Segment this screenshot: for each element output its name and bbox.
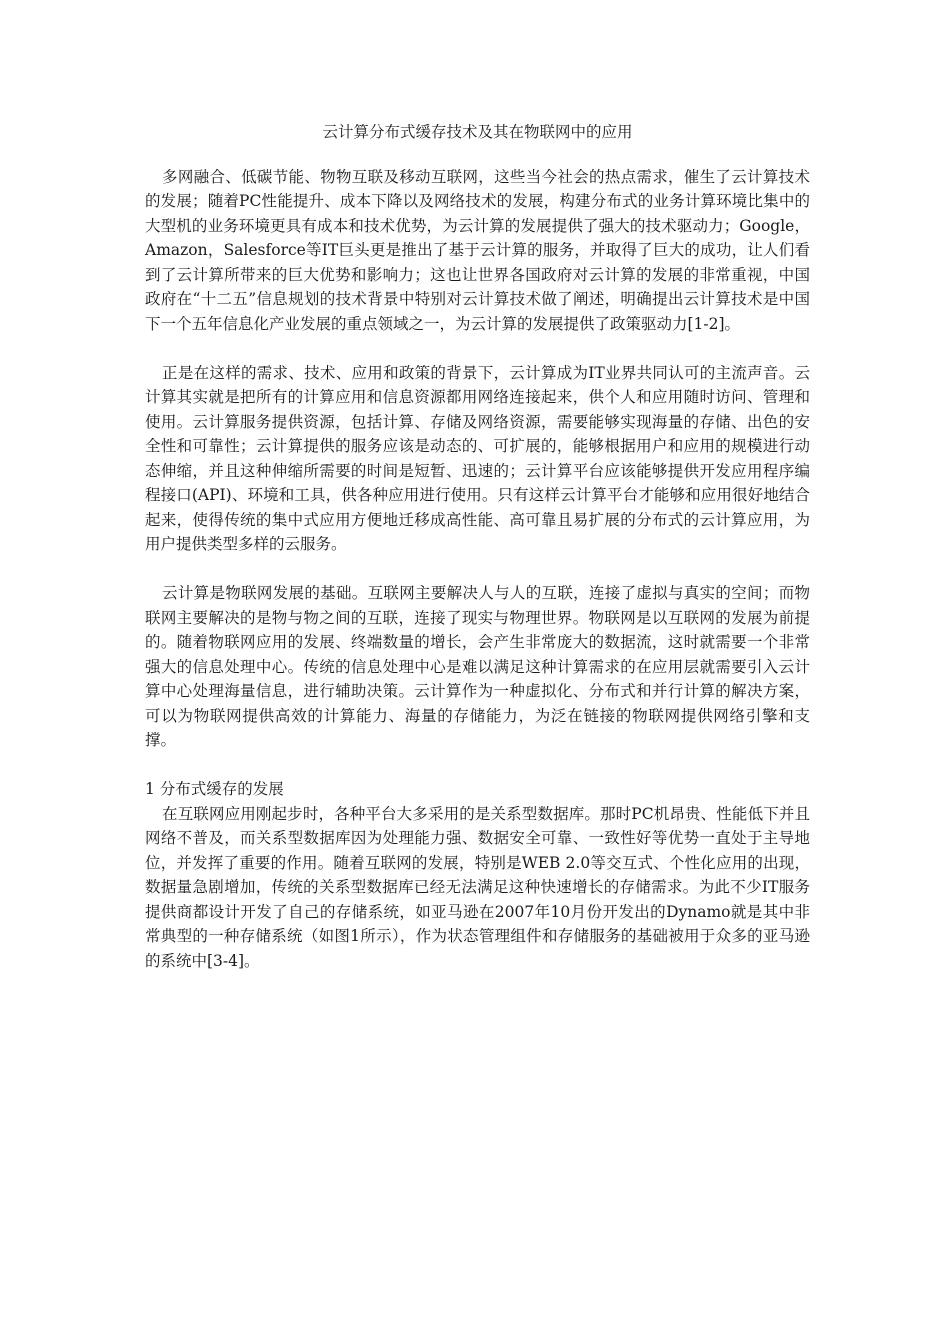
document-body xyxy=(145,120,810,973)
paragraph-iot: 云计算是物联网发展的基础。互联网主要解决人与人的互联，连接了虚拟与真实的空间；而物联网主要解决的是物与物之间的互联，连接了现实与物理世界。物联网是以互联网的发展为前提的。随着物联网应用的发展、终端数量的增长，会产生非常庞大的数据流，这时就需要一个非常强大的信息处理中心。传统的信息处理中心是难以满足这种计算需求的在应用层就需要引入云计算中心处理海量信息，进行辅助决策。云计算作为一种虚拟化、分布式和并行计算的解决方案，可以为物联网提供高效的计算能力、海量的存储能力，为泛在链接的物联网提供网络引擎和支撑。 xyxy=(145,584,810,749)
document-title: 云计算分布式缓存技术及其在物联网中的应用 xyxy=(322,123,633,141)
paragraph-spacer xyxy=(145,336,810,361)
section-1-heading: 1 分布式缓存的发展 xyxy=(145,780,284,798)
paragraph-intro: 多网融合、低碳节能、物物互联及移动互联网，这些当今社会的热点需求，催生了云计算技术的发展；随着PC性能提升、成本下降以及网络技术的发展，构建分布式的业务计算环境比集中的大型机的业务环境更具有成本和技术优势，为云计算的发展提供了强大的技术驱动力；Google，Amazon，Salesforce等IT巨头更是推出了基于云计算的服务，并取得了巨大的成功，让人们看到了云计算所带来的巨大优势和影响力；这也让世界各国政府对云计算的发展的非常重视，中国政府在“十二五”信息规划的技术背景中特别对云计算技术做了阐述，明确提出云计算技术是中国下一个五年信息化产业发展的重点领域之一，为云计算的发展提供了政策驱动力[1-2]。 xyxy=(145,167,810,333)
section-1-paragraph: 在互联网应用刚起步时，各种平台大多采用的是关系型数据库。那时PC机昂贵、性能低下并且网络不普及，而关系型数据库因为处理能力强、数据安全可靠、一致性好等优势一直处于主导地位，并发挥了重要的作用。随着互联网的发展，特别是WEB 2.0等交互式、个性化应用的出现，数据量急剧增加，传统的关系型数据库已经无法满足这种快速增长的存储需求。为此不少IT服务提供商都设计开发了自己的存储系统，如亚马逊在2007年10月份开发出的Dynamo就是其中非常典型的一种存储系统（如图1所示），作为状态管理组件和存储服务的基础被用于众多的亚马逊的系统中[3-4]。 xyxy=(145,804,810,970)
paragraph-spacer xyxy=(145,557,810,582)
paragraph-spacer xyxy=(145,753,810,778)
paragraph-background: 正是在这样的需求、技术、应用和政策的背景下，云计算成为IT业界共同认可的主流声音。云计算其实就是把所有的计算应用和信息资源都用网络连接起来，供个人和应用随时访问、管理和使用。云计算服务提供资源，包括计算、存储及网络资源，需要能够实现海量的存储、出色的安全性和可靠性；云计算提供的服务应该是动态的、可扩展的，能够根据用户和应用的规模进行动态伸缩，并且这种伸缩所需要的时间是短暂、迅速的；云计算平台应该能够提供开发应用程序编程接口(API)、环境和工具，供各种应用进行使用。只有这样云计算平台才能够和应用很好地结合起来，使得传统的集中式应用方便地迁移成高性能、高可靠且易扩展的分布式的云计算应用，为用户提供类型多样的云服务。 xyxy=(145,363,810,553)
